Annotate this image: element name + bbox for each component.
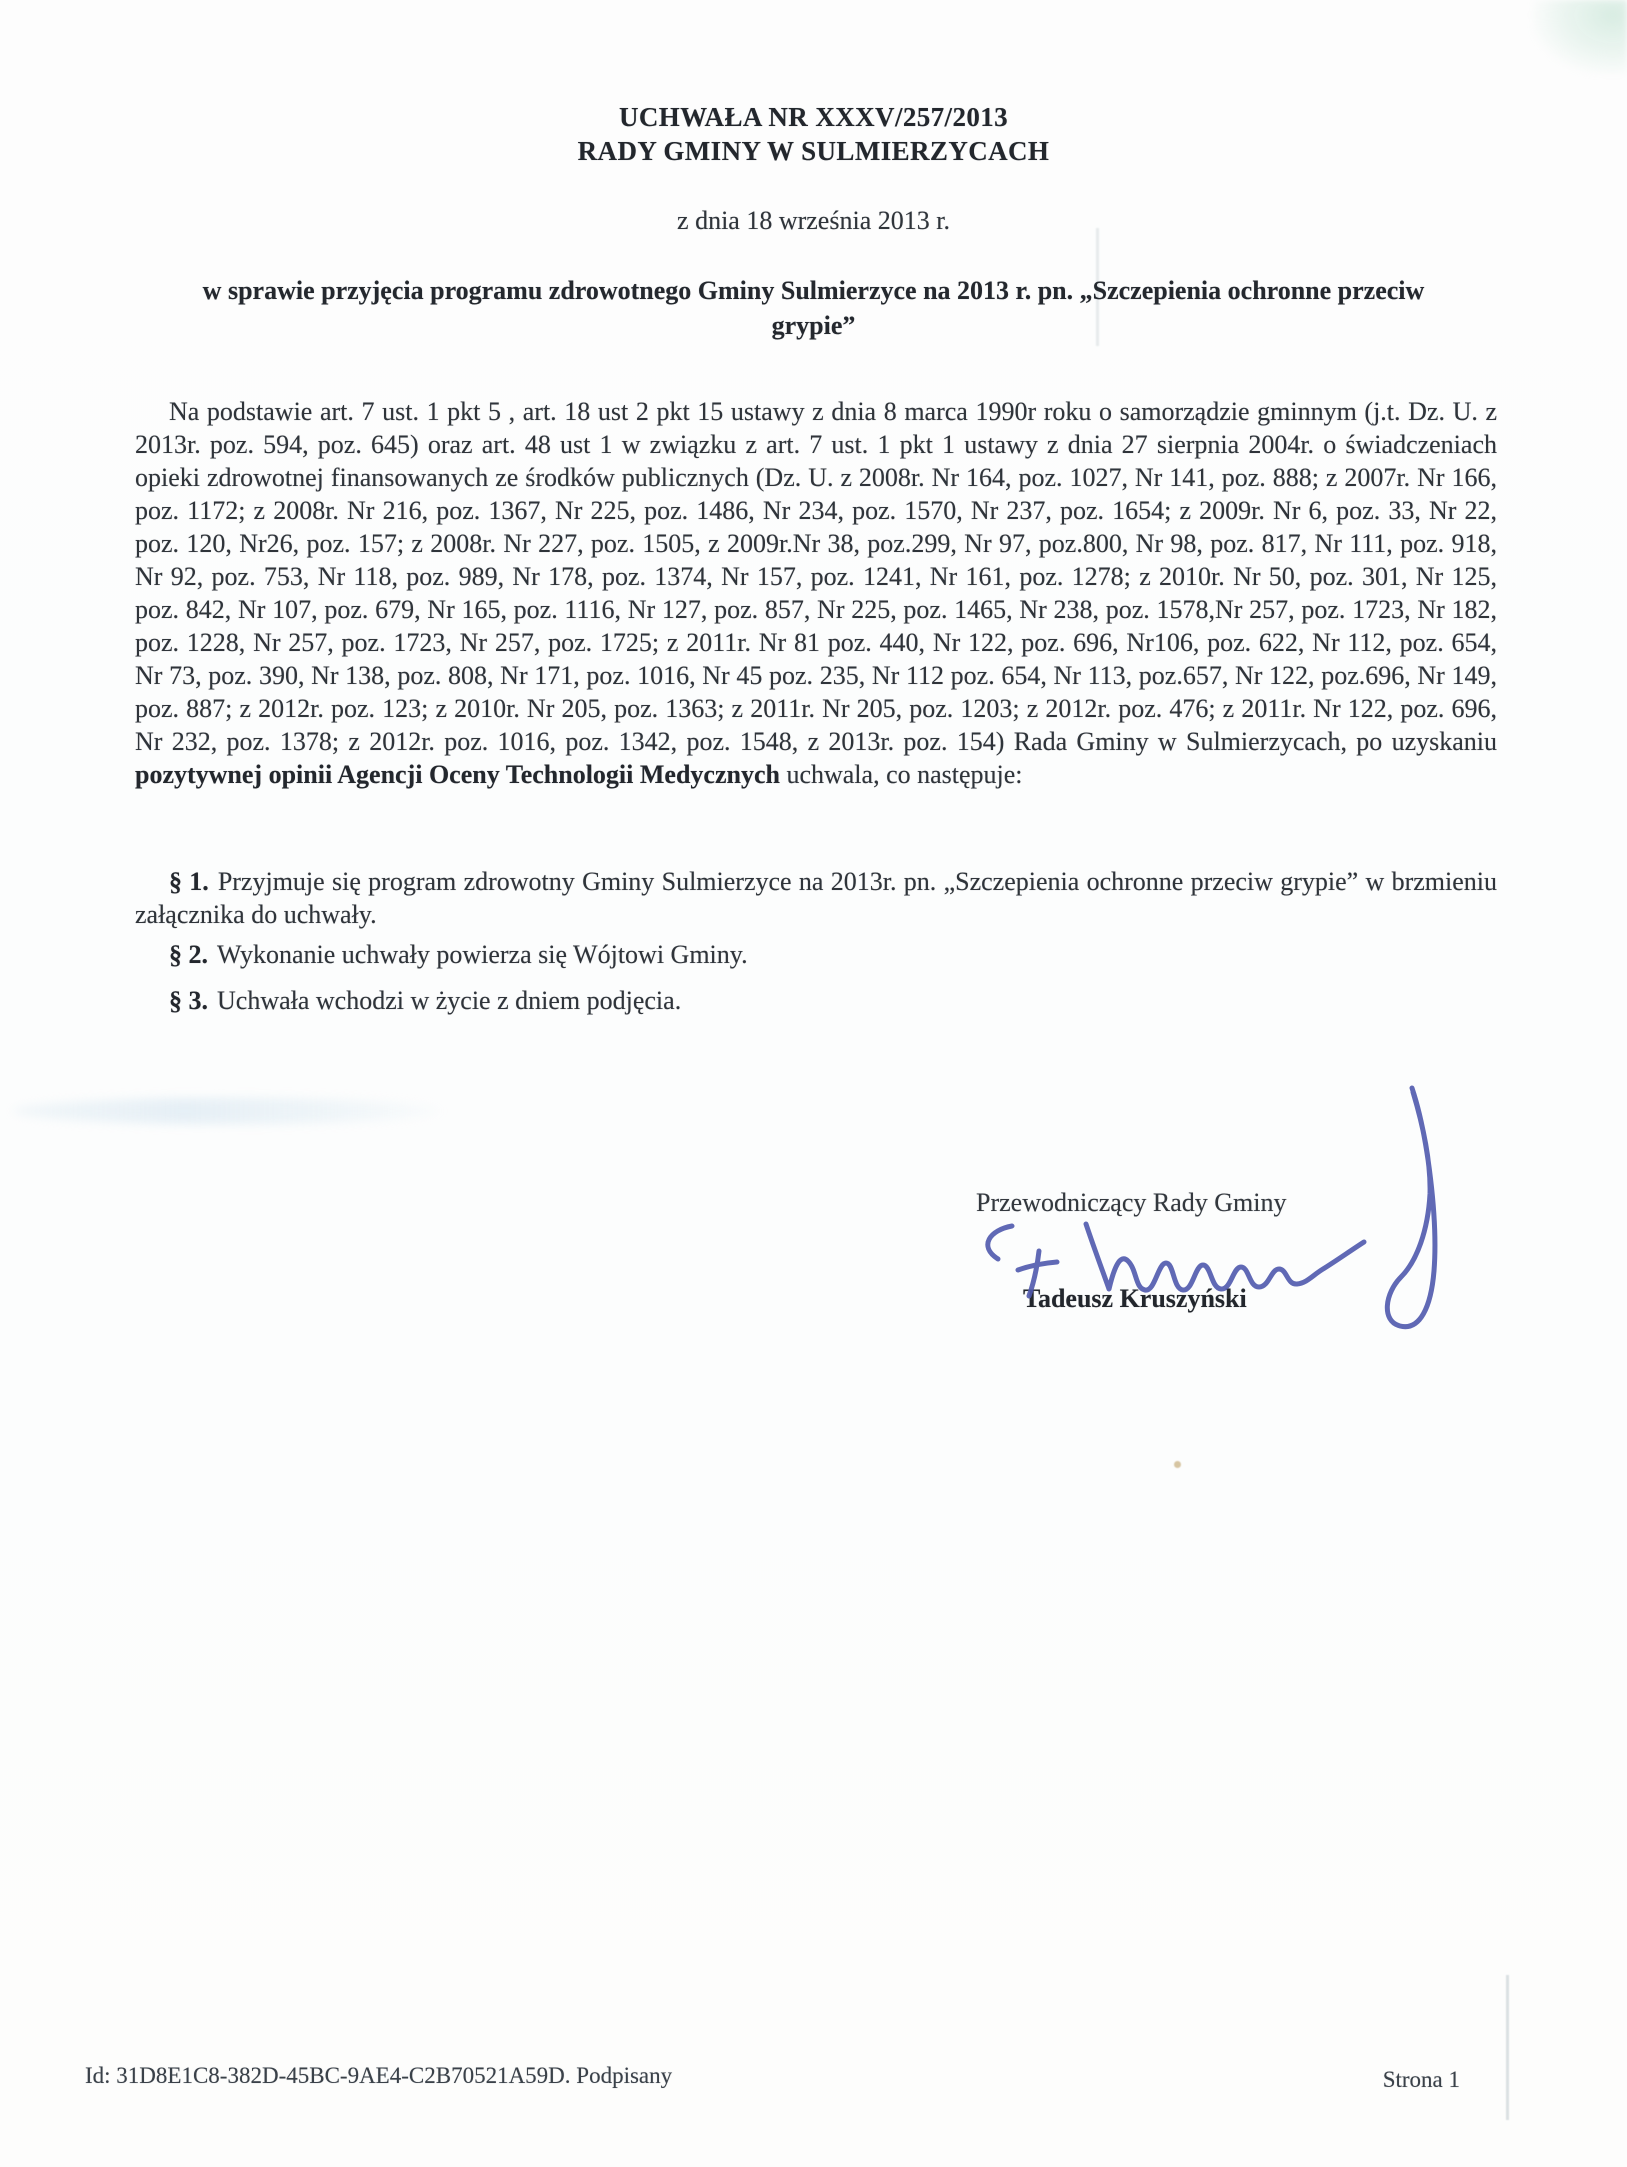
section-2-marker: § 2.: [169, 940, 208, 969]
section-3-text: Uchwała wchodzi w życie z dniem podjęcia.: [217, 986, 682, 1015]
scan-speck: [1174, 1461, 1181, 1468]
signature-stroke-f-bar: [1018, 1262, 1057, 1270]
document-date: z dnia 18 września 2013 r.: [677, 206, 950, 235]
scan-smudge-left: [12, 1098, 442, 1124]
preamble-text-before: Na podstawie art. 7 ust. 1 pkt 5 , art. 18 ust 2 pkt 15 ustawy z dnia 8 marca 1990r roku o samorządzie gminnym (j.t. Dz. U. z 2013r. poz. 594, poz. 645) oraz art. 48 ust 1 w związku z art. 7 ust. 1 pkt 1 ustawy z dnia 27 sierpnia 2004r. o świadczeniach opieki zdrowotnej finansowanych ze środków publicznych (Dz. U. z 2008r. Nr 164, poz. 1027, Nr 141, poz. 888; z 2007r. Nr 166, poz. 1172; z 2008r. Nr 216, poz. 1367, Nr 225, poz. 1486, Nr 234, poz. 1570, Nr 237, poz. 1654; z 2009r. Nr 6, poz. 33, Nr 22, poz. 120, Nr26, poz. 157; z 2008r. Nr 227, poz. 1505, z 2009r.Nr 38, poz.299, Nr 97, poz.800, Nr 98, poz. 817, Nr 111, poz. 918, Nr 92, poz. 753, Nr 118, poz. 989, Nr 178, poz. 1374, Nr 157, poz. 1241, Nr 161, poz. 1278; z 2010r. Nr 50, poz. 301, Nr 125, poz. 842, Nr 107, poz. 679, Nr 165, poz. 1116, Nr 127, poz. 857, Nr 225, poz. 1465, Nr 238, poz. 1578,Nr 257, poz. 1723, Nr 182, poz. 1228, Nr 257, poz. 1723, Nr 257, poz. 1725; z 2011r. Nr 81 poz. 440, Nr 122, poz. 696, Nr106, poz. 622, Nr 112, poz. 654, Nr 73, poz. 390, Nr 138, poz. 808, Nr 171, poz. 1016, Nr 45 poz. 235, Nr 112 poz. 654, Nr 113, poz.657, Nr 122, poz.696, Nr 149, poz. 887; z 2012r. poz. 123; z 2010r. Nr 205, poz. 1363; z 2011r. Nr 205, poz. 1203; z 2012r. poz. 476; z 2011r. Nr 122, poz. 696, Nr 232, poz. 1378; z 2012r. poz. 1016, poz. 1342, poz. 1548, z 2013r. poz. 154) Rada Gminy w Sulmierzycach, po uzyskaniu: [135, 397, 1497, 756]
section-paragraph-2: [135, 938, 1497, 971]
footer-page-number: Strona 1: [1382, 2067, 1460, 2092]
document-title: [0, 100, 1627, 168]
section-3-marker: § 3.: [169, 986, 208, 1015]
signature-stroke-loop: [1387, 1088, 1435, 1327]
scan-edge-line: [1506, 1975, 1509, 2120]
scan-smudge-top-right: [1532, 0, 1627, 75]
document-title-line2: RADY GMINY W SULMIERZYCACH: [577, 136, 1050, 166]
footer-document-id: Id: 31D8E1C8-382D-45BC-9AE4-C2B70521A59D. Podpisany: [85, 2063, 673, 2088]
preamble-paragraph: [135, 395, 1497, 791]
document-subject: w sprawie przyjęcia programu zdrowotnego Gminy Sulmierzyce na 2013 r. pn. „Szczepienia ochronne przeciw grypie”: [202, 276, 1425, 340]
signature-stroke-cursive: [1086, 1224, 1364, 1290]
section-2-text: Wykonanie uchwały powierza się Wójtowi Gminy.: [217, 940, 748, 969]
preamble-text-after: uchwala, co następuje:: [779, 760, 1023, 789]
section-paragraph-1: [135, 865, 1497, 931]
section-paragraph-3: [135, 984, 1497, 1017]
section-1-text: Przyjmuje się program zdrowotny Gminy Sulmierzyce na 2013r. pn. „Szczepienia ochronne przeciw grypie” w brzmieniu załącznika do uchwały.: [135, 867, 1497, 929]
signature-role: Przewodniczący Rady Gminy: [976, 1188, 1287, 1217]
signature-name: Tadeusz Kruszyński: [1023, 1284, 1247, 1313]
signature-stroke-paren: [988, 1226, 1012, 1259]
section-1-marker: § 1.: [169, 867, 209, 896]
document-title-line1: UCHWAŁA NR XXXV/257/2013: [618, 102, 1009, 132]
preamble-bold-text: pozytywnej opinii Agencji Oceny Technologii Medycznych: [135, 760, 780, 789]
